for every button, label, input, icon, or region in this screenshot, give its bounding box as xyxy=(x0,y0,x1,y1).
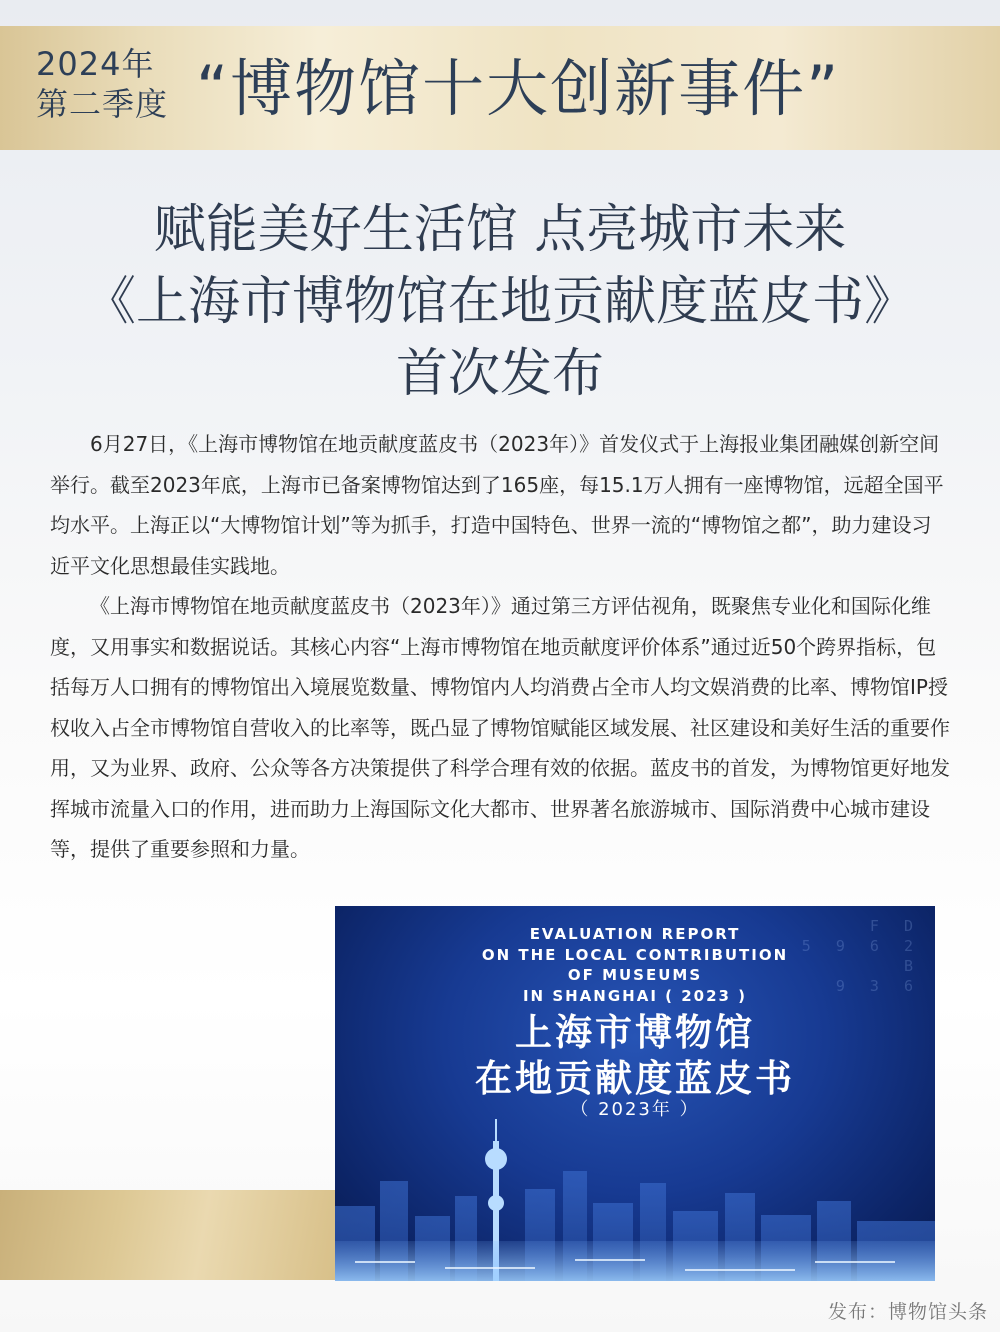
city-skyline-illustration xyxy=(335,1111,935,1281)
year-text: 2024年 xyxy=(36,45,155,83)
article-headline xyxy=(0,194,1000,410)
cover-english-title: EVALUATION REPORT ON THE LOCAL CONTRIBUTION OF MUSEUMS IN SHANGHAI ( 2023 ) xyxy=(481,925,789,1005)
headline-line-3: 首次发布 xyxy=(395,344,604,404)
headline-line-2: 《上海市博物馆在地贡献度蓝皮书》 xyxy=(83,272,916,332)
headline-line-1: 赋能美好生活馆 点亮城市未来 xyxy=(153,200,847,260)
publisher-credit: 发布：博物馆头条 xyxy=(827,1301,988,1323)
article-body xyxy=(50,424,950,870)
report-cover-image xyxy=(335,906,935,1281)
header-banner xyxy=(0,26,1000,150)
cover-digit-pattern: F D 5 9 6 2 B 9 3 6 xyxy=(801,917,921,995)
paragraph: 6月27日，《上海市博物馆在地贡献度蓝皮书（2023年）》首发仪式于上海报业集团融媒创新空间举行。截至2023年底，上海市已备案博物馆达到了165座，每15.1万人拥有一座博物馆，远超全国平均水平。上海正以“大博物馆计划”等为抓手，打造中国特色、世界一流的“博物馆之都”，助力建设习近平文化思想最佳实践地。 xyxy=(50,432,944,578)
paragraph: 《上海市博物馆在地贡献度蓝皮书（2023年）》通过第三方评估视角，既聚焦专业化和国际化维度，又用事实和数据说话。其核心内容“上海市博物馆在地贡献度评价体系”通过近50个跨界指标，包括每万人口拥有的博物馆出入境展览数量、博物馆内人均消费占全市人均文娱消费的比率、博物馆IP授权收入占全市博物馆自营收入的比率等，既凸显了博物馆赋能区域发展、社区建设和美好生活的重要作用，又为业界、政府、公众等各方决策提供了科学合理有效的依据。蓝皮书的首发，为博物馆更好地发挥城市流量入口的作用，进而助力上海国际文化大都市、世界著名旅游城市、国际消费中心城市建设等，提供了重要参照和力量。 xyxy=(50,594,950,861)
banner-title: “博物馆十大创新事件” xyxy=(196,52,841,125)
cover-chinese-title: 上海市博物馆 在地贡献度蓝皮书 xyxy=(475,1011,795,1100)
cover-year: （ 2023年 ） xyxy=(570,1099,700,1120)
decorative-gold-block xyxy=(0,1190,335,1280)
quarter-label xyxy=(36,44,168,124)
quarter-text: 第二季度 xyxy=(36,85,169,123)
